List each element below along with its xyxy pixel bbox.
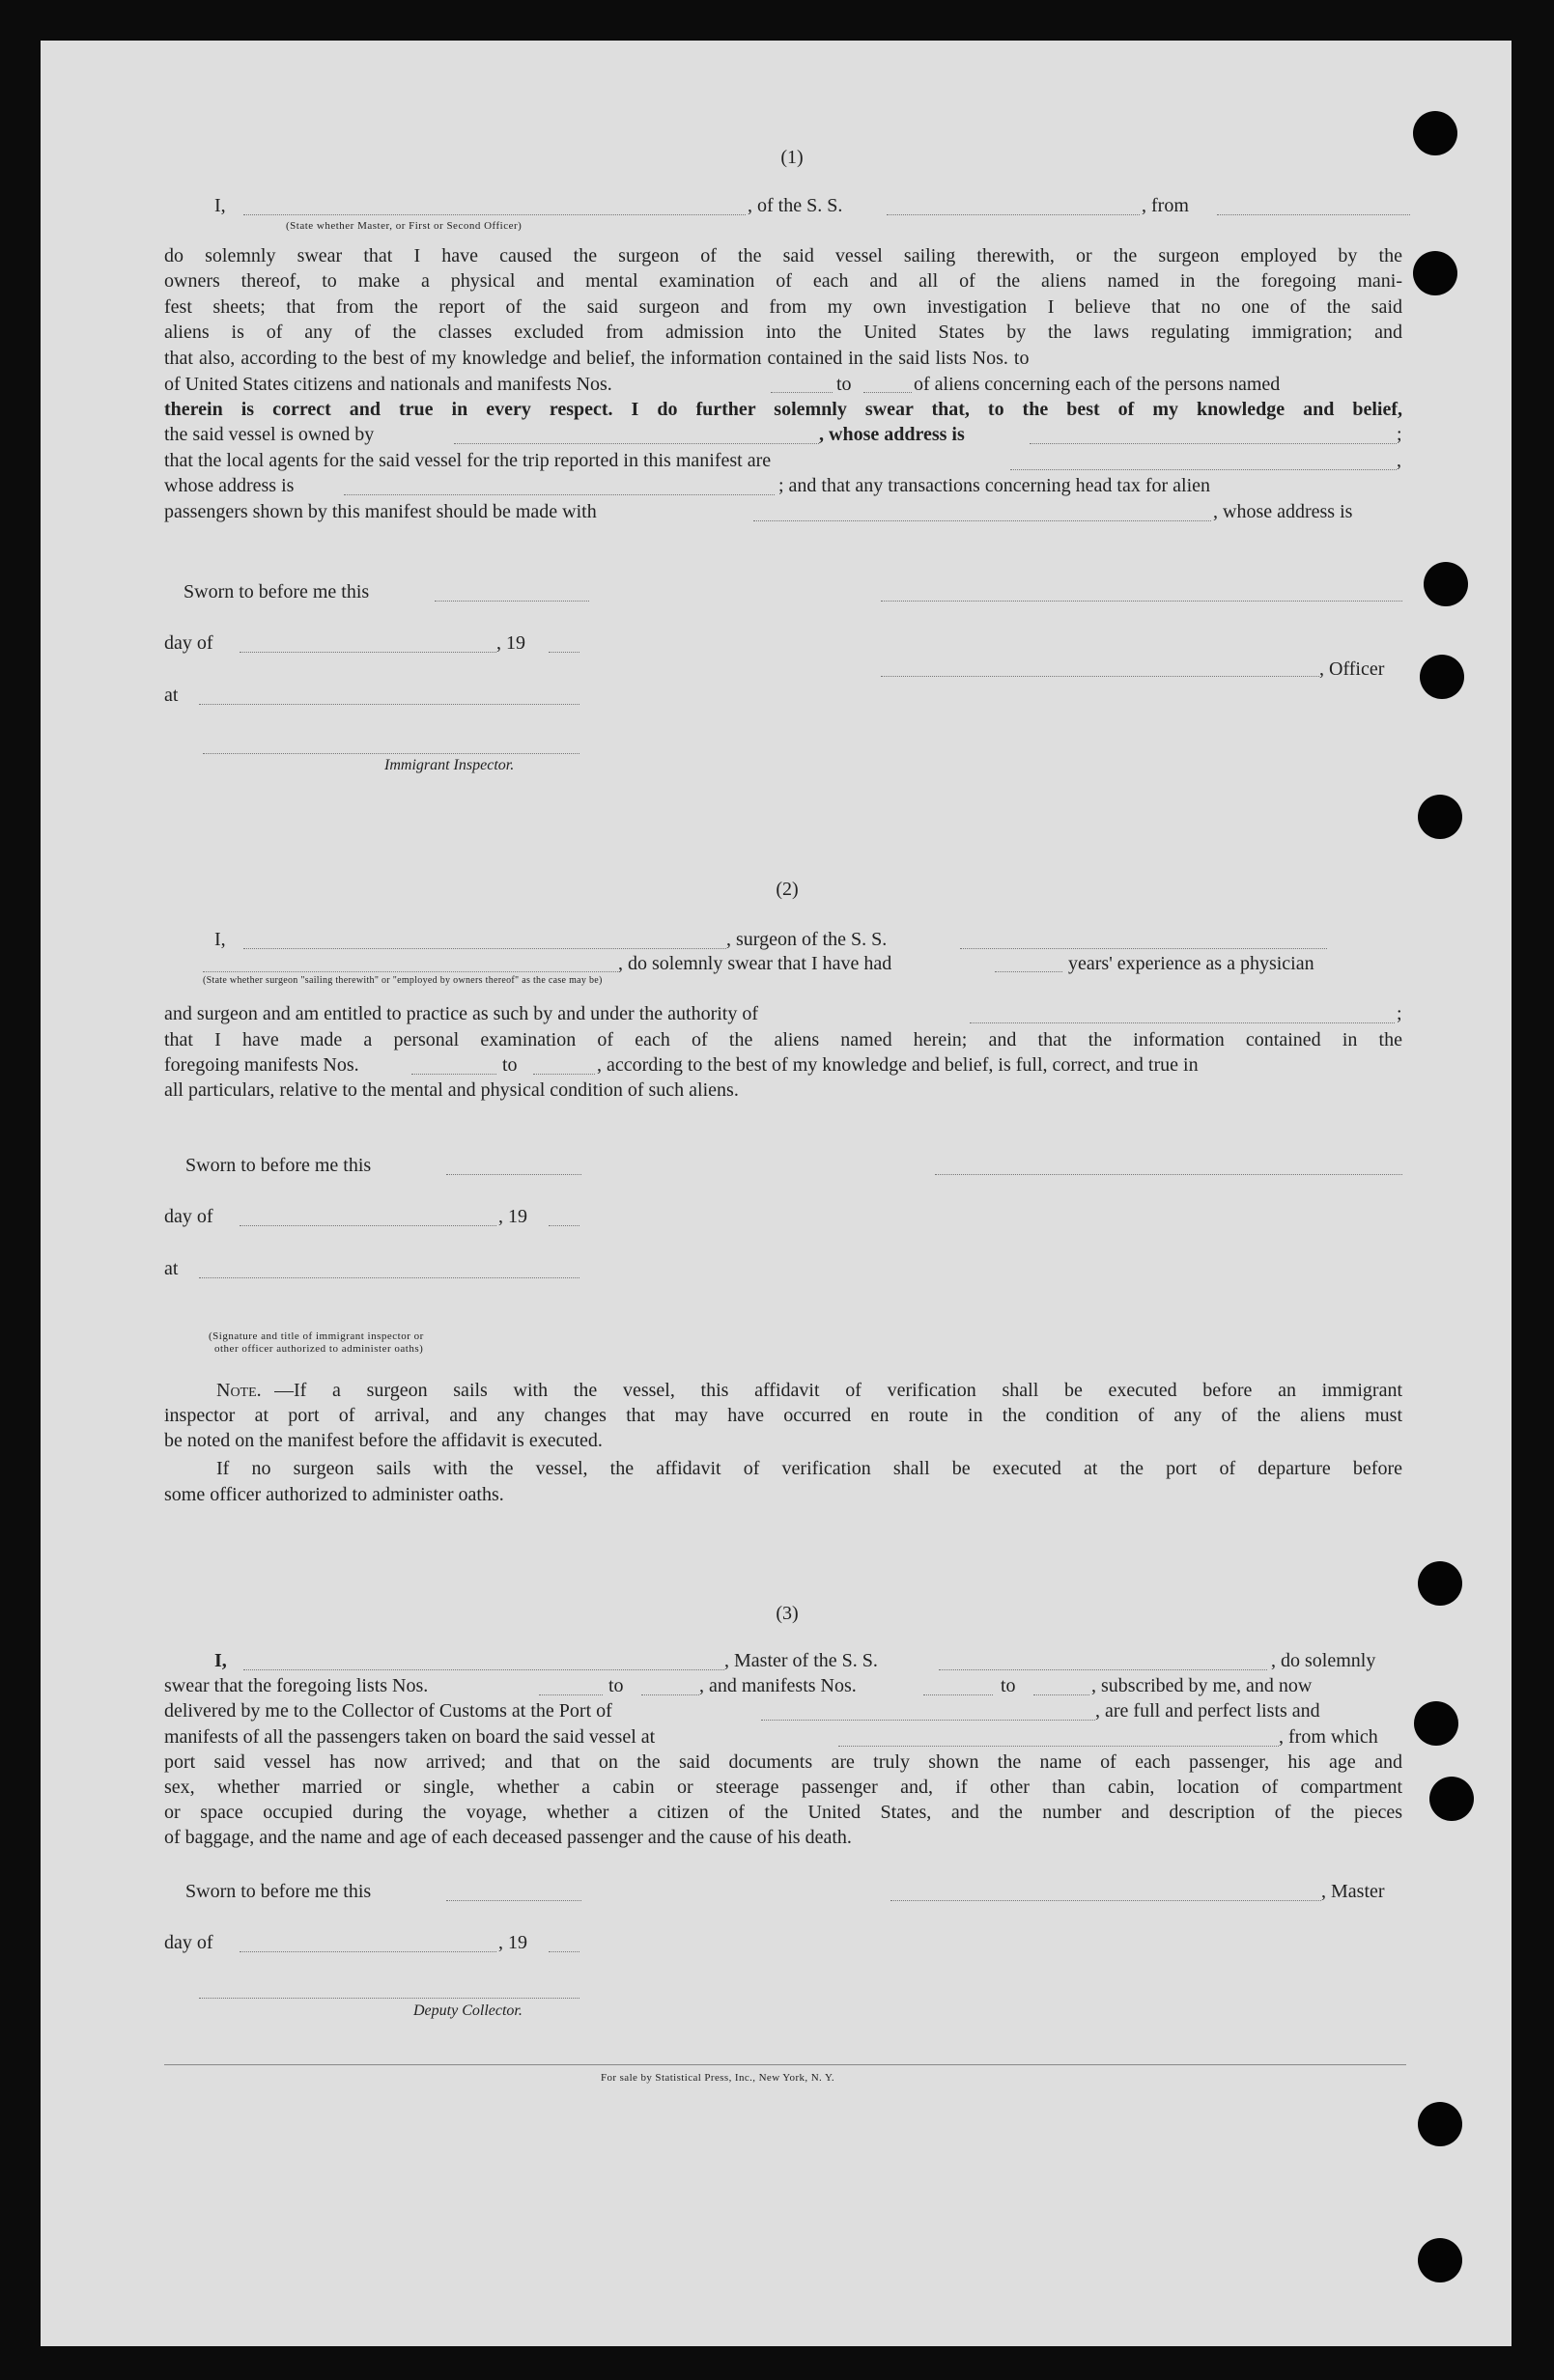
owner-field[interactable] [454, 443, 819, 444]
footer-rule [164, 2064, 1406, 2065]
surgeon-hint: (State whether surgeon "sailing therewith" or "employed by owners thereof" as the case may be) [203, 975, 603, 986]
authority-field[interactable] [970, 1022, 1395, 1023]
master-line: port said vessel has now arrived; and that on the said documents are truly shown the name of each passenger, his age and [164, 1751, 1402, 1773]
subscribed-label: , subscribed by me, and now [1091, 1675, 1313, 1696]
year-label: , 19 [498, 1206, 527, 1227]
oath-line: therein is correct and true in every respect. I do further solemnly swear that, to the best of my knowledge and belief, [164, 399, 1402, 420]
swear-label: , do solemnly swear that I have had [618, 953, 892, 974]
day-of-label: day of [164, 1932, 213, 1953]
master-line: of baggage, and the name and age of each deceased passenger and the cause of his death. [164, 1827, 852, 1848]
at-label: at [164, 1258, 179, 1279]
surgeon-manifest-to[interactable] [533, 1074, 595, 1075]
port-label: delivered by me to the Collector of Customs at the Port of [164, 1700, 612, 1722]
punch-hole [1413, 111, 1457, 155]
lists-from[interactable] [539, 1694, 603, 1695]
agents-field[interactable] [1010, 469, 1397, 470]
sworn-day-field[interactable] [446, 1174, 581, 1175]
i-label: I, [214, 195, 226, 216]
surgeon-line: all particulars, relative to the mental and physical condition of such aliens. [164, 1079, 739, 1101]
note-line: If no surgeon sails with the vessel, the affidavit of verification shall be executed at the port of departure before [216, 1458, 1402, 1479]
surgeon-name-field[interactable] [243, 948, 726, 949]
at-field[interactable] [199, 704, 579, 705]
oath-line: that also, according to the best of my knowledge and belief, the information contained in the said lists Nos. to [164, 348, 1030, 369]
master-name-field[interactable] [243, 1669, 724, 1670]
section-number-3: (3) [776, 1603, 799, 1624]
at-label: at [164, 685, 179, 706]
head-tax-address-label: , whose address is [1213, 501, 1353, 522]
owner-address-field[interactable] [1030, 443, 1397, 444]
note-line: be noted on the manifest before the affidavit is executed. [164, 1430, 603, 1451]
year-field[interactable] [549, 1225, 579, 1226]
day-of-label: day of [164, 632, 213, 654]
section-number-2: (2) [776, 879, 799, 900]
sworn-day-field[interactable] [446, 1900, 581, 1901]
day-of-label: day of [164, 1206, 213, 1227]
manifests-to[interactable] [1033, 1694, 1089, 1695]
taken-label: manifests of all the passengers taken on board the said vessel at [164, 1726, 656, 1748]
agents-label: that the local agents for the said vessel for the trip reported in this manifest are [164, 450, 772, 471]
day-of-field[interactable] [240, 652, 496, 653]
note-line: —If a surgeon sails with the vessel, this affidavit of verification shall be executed before an immigrant [274, 1380, 1402, 1401]
officer-label: , Officer [1319, 658, 1385, 680]
do-solemnly-label: , do solemnly [1271, 1650, 1376, 1671]
sworn-label: Sworn to before me this [185, 1155, 372, 1176]
master-line: or space occupied during the voyage, whether a citizen of the United States, and the number and description of the pieces [164, 1802, 1402, 1823]
oath-line: aliens is of any of the classes excluded from admission into the United States by the laws regulating immigration; and [164, 322, 1402, 343]
officer-hint: (State whether Master, or First or Second Officer) [286, 220, 523, 232]
note-line: some officer authorized to administer oaths. [164, 1484, 504, 1505]
of-ss-label: , of the S. S. [748, 195, 843, 216]
day-of-field[interactable] [240, 1225, 496, 1226]
note-label: Note. [216, 1380, 262, 1401]
master-signature-line[interactable] [890, 1900, 1321, 1901]
from-which-label: , from which [1279, 1726, 1378, 1748]
oath-line: of aliens concerning each of the persons named [914, 374, 1281, 395]
oath-line: of United States citizens and nationals and manifests Nos. [164, 374, 612, 395]
i-label: I, [214, 929, 226, 950]
master-of-label: , Master of the S. S. [724, 1650, 878, 1671]
note-line: inspector at port of arrival, and any changes that may have occurred en route in the condition of any of the aliens must [164, 1405, 1402, 1426]
manifest-no-to[interactable] [863, 392, 912, 393]
head-tax-label: ; and that any transactions concerning head tax for alien [778, 475, 1211, 496]
year-field[interactable] [549, 652, 579, 653]
year-label: , 19 [498, 1932, 527, 1953]
punch-hole [1413, 251, 1457, 295]
to-label: to [502, 1054, 518, 1076]
lists-label: swear that the foregoing lists Nos. [164, 1675, 429, 1696]
i-label: I, [214, 1650, 227, 1671]
owner-address-label: , whose address is [819, 424, 965, 445]
surgeon-status-field[interactable] [203, 971, 618, 972]
years-label: years' experience as a physician [1068, 953, 1314, 974]
agent-address-label: whose address is [164, 475, 295, 496]
authority-label: and surgeon and am entitled to practice as such by and under the authority of [164, 1003, 758, 1024]
collector-label: Deputy Collector. [413, 2002, 523, 2019]
surgeon-line: , according to the best of my knowledge and belief, is full, correct, and true in [597, 1054, 1199, 1076]
oath-line: do solemnly swear that I have caused the surgeon of the said vessel sailing therewith, or the surgeon employed by the [164, 245, 1402, 266]
full-lists-label: , are full and perfect lists and [1095, 1700, 1320, 1722]
manifest-no-from[interactable] [771, 392, 833, 393]
agent-address-field[interactable] [344, 494, 775, 495]
punch-hole [1424, 562, 1468, 606]
punch-hole [1414, 1701, 1458, 1746]
collector-signature-line[interactable] [199, 1998, 579, 1999]
day-of-field[interactable] [240, 1951, 496, 1952]
punch-hole [1418, 1561, 1462, 1606]
punch-hole [1429, 1777, 1474, 1821]
port-field[interactable] [761, 1720, 1095, 1721]
signature-line[interactable] [935, 1174, 1402, 1175]
signature-line[interactable] [881, 601, 1402, 602]
manifests-from[interactable] [923, 1694, 993, 1695]
signature-hint: other officer authorized to administer oaths) [214, 1343, 424, 1355]
inspector-signature-line[interactable] [203, 753, 579, 754]
head-tax-party-field[interactable] [753, 520, 1211, 521]
surgeon-of-label: , surgeon of the S. S. [726, 929, 888, 950]
punch-hole [1418, 2102, 1462, 2146]
head-tax-line: passengers shown by this manifest should be made with [164, 501, 597, 522]
surgeon-vessel-field[interactable] [960, 948, 1327, 949]
at-field[interactable] [199, 1277, 579, 1278]
to-label: to [1001, 1675, 1016, 1696]
sworn-day-field[interactable] [435, 601, 589, 602]
section-number-1: (1) [780, 147, 804, 168]
manifests-label: , and manifests Nos. [699, 1675, 857, 1696]
surgeon-manifest-from[interactable] [411, 1074, 496, 1075]
port-from-field[interactable] [1217, 214, 1410, 215]
semicolon: ; [1397, 1003, 1402, 1024]
lists-to[interactable] [641, 1694, 699, 1695]
punch-hole [1420, 655, 1464, 699]
owner-label: the said vessel is owned by [164, 424, 375, 445]
master-vessel-field[interactable] [939, 1669, 1267, 1670]
officer-signature-line[interactable] [881, 676, 1319, 677]
sworn-label: Sworn to before me this [185, 1881, 372, 1902]
year-label: , 19 [496, 632, 525, 654]
to-label: to [608, 1675, 624, 1696]
taken-port-field[interactable] [838, 1746, 1279, 1747]
oath-line: owners thereof, to make a physical and mental examination of each and all of the aliens named in the foregoing mani- [164, 270, 1402, 292]
master-line: sex, whether married or single, whether a cabin or steerage passenger and, if other than cabin, location of compartment [164, 1777, 1402, 1798]
to-label: to [836, 374, 852, 395]
punch-hole [1418, 795, 1462, 839]
comma: , [1397, 450, 1401, 471]
punch-hole [1418, 2238, 1462, 2282]
officer-name-field[interactable] [243, 214, 746, 215]
surgeon-line: that I have made a personal examination of each of the aliens named herein; and that the information contained in the [164, 1029, 1402, 1050]
inspector-label: Immigrant Inspector. [384, 757, 515, 773]
master-label: , Master [1321, 1881, 1385, 1902]
footer-text: For sale by Statistical Press, Inc., New York, N. Y. [601, 2072, 835, 2084]
sworn-label: Sworn to before me this [184, 581, 370, 602]
signature-hint: (Signature and title of immigrant inspector or [209, 1330, 424, 1342]
oath-line: fest sheets; that from the report of the said surgeon and from my own investigation I believe that no one of the said [164, 296, 1402, 318]
vessel-name-field[interactable] [887, 214, 1140, 215]
years-field[interactable] [995, 971, 1062, 972]
semicolon: ; [1397, 424, 1402, 445]
surgeon-manifests-label: foregoing manifests Nos. [164, 1054, 359, 1076]
year-field[interactable] [549, 1951, 579, 1952]
from-label: , from [1142, 195, 1189, 216]
